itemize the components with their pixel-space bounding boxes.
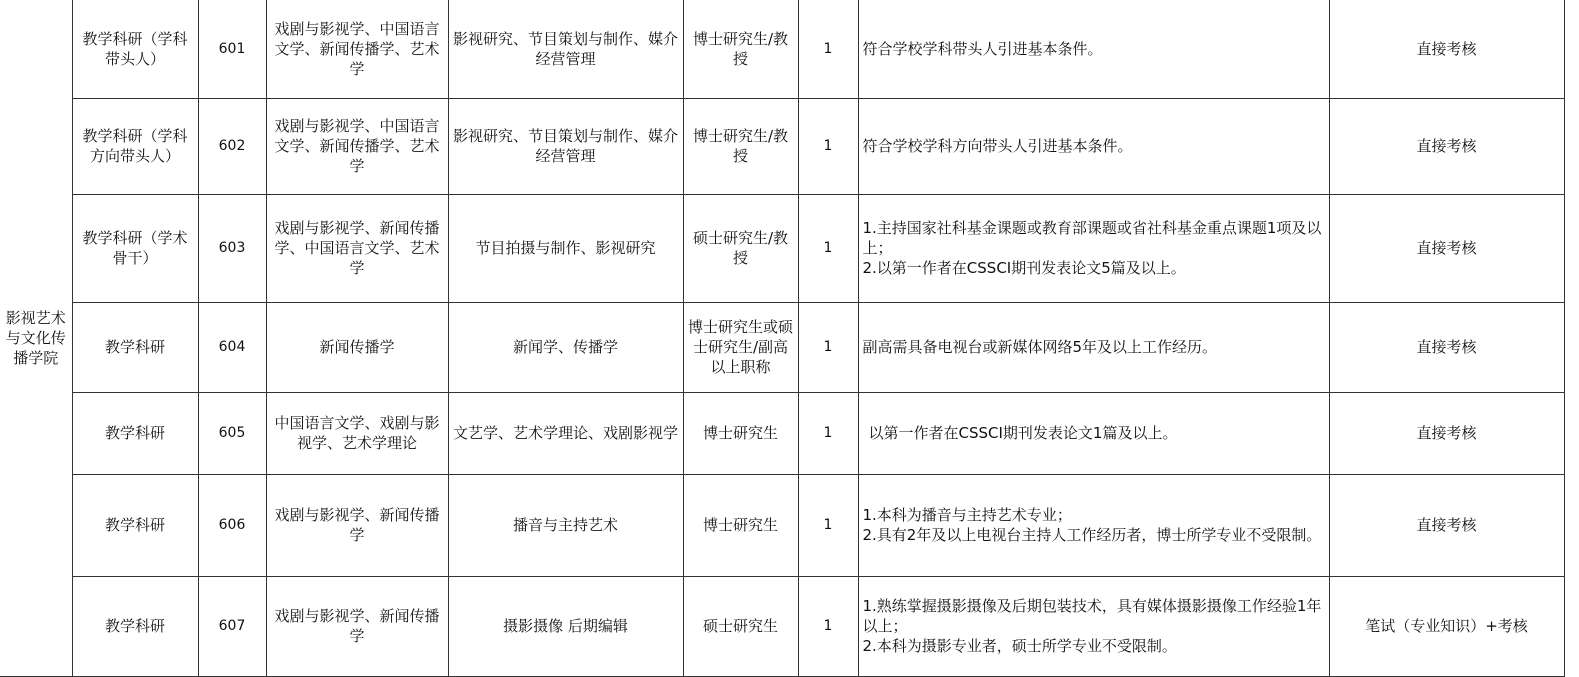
table-row <box>0 302 1564 392</box>
table-row <box>0 194 1564 302</box>
table-row <box>0 474 1564 576</box>
requirement-cell: 以第一作者在CSSCI期刊发表论文1篇及以上。 <box>858 392 1329 474</box>
post-cell: 教学科研 <box>72 302 198 392</box>
degree-cell: 博士研究生或硕士研究生/副高以上职称 <box>683 302 798 392</box>
post-cell: 教学科研 <box>72 392 198 474</box>
count-cell: 1 <box>798 474 858 576</box>
direction-cell: 节目拍摄与制作、影视研究 <box>448 194 683 302</box>
method-cell: 笔试（专业知识）+考核 <box>1329 576 1564 676</box>
direction-cell: 影视研究、节目策划与制作、媒介经营管理 <box>448 0 683 98</box>
count-cell: 1 <box>798 194 858 302</box>
degree-cell: 博士研究生 <box>683 392 798 474</box>
degree-cell: 博士研究生/教授 <box>683 0 798 98</box>
major-cell: 戏剧与影视学、新闻传播学、中国语言文学、艺术学 <box>266 194 448 302</box>
table-row <box>0 392 1564 474</box>
count-cell: 1 <box>798 392 858 474</box>
method-cell: 直接考核 <box>1329 392 1564 474</box>
requirement-cell: 1.本科为播音与主持艺术专业； 2.具有2年及以上电视台主持人工作经历者，博士所学专业不受限制。 <box>858 474 1329 576</box>
requirement-cell: 1.熟练掌握摄影摄像及后期包装技术，具有媒体摄影摄像工作经验1年以上； 2.本科为摄影专业者，硕士所学专业不受限制。 <box>858 576 1329 676</box>
direction-cell: 播音与主持艺术 <box>448 474 683 576</box>
method-cell: 直接考核 <box>1329 474 1564 576</box>
method-cell: 直接考核 <box>1329 98 1564 194</box>
count-cell: 1 <box>798 302 858 392</box>
count-cell: 1 <box>798 576 858 676</box>
direction-cell: 新闻学、传播学 <box>448 302 683 392</box>
code-cell: 607 <box>198 576 266 676</box>
count-cell: 1 <box>798 98 858 194</box>
direction-cell: 文艺学、艺术学理论、戏剧影视学 <box>448 392 683 474</box>
major-cell: 戏剧与影视学、新闻传播学 <box>266 474 448 576</box>
degree-cell: 硕士研究生 <box>683 576 798 676</box>
table-row <box>0 0 1564 98</box>
code-cell: 603 <box>198 194 266 302</box>
post-cell: 教学科研 <box>72 576 198 676</box>
code-cell: 601 <box>198 0 266 98</box>
major-cell: 新闻传播学 <box>266 302 448 392</box>
department-cell: 影视艺术与文化传播学院 <box>0 0 72 676</box>
direction-cell: 影视研究、节目策划与制作、媒介经营管理 <box>448 98 683 194</box>
post-cell: 教学科研（学科带头人） <box>72 0 198 98</box>
method-cell: 直接考核 <box>1329 302 1564 392</box>
code-cell: 606 <box>198 474 266 576</box>
major-cell: 戏剧与影视学、新闻传播学 <box>266 576 448 676</box>
method-cell: 直接考核 <box>1329 194 1564 302</box>
code-cell: 602 <box>198 98 266 194</box>
method-cell: 直接考核 <box>1329 0 1564 98</box>
post-cell: 教学科研（学科方向带头人） <box>72 98 198 194</box>
major-cell: 戏剧与影视学、中国语言文学、新闻传播学、艺术学 <box>266 98 448 194</box>
major-cell: 戏剧与影视学、中国语言文学、新闻传播学、艺术学 <box>266 0 448 98</box>
code-cell: 604 <box>198 302 266 392</box>
code-cell: 605 <box>198 392 266 474</box>
degree-cell: 硕士研究生/教授 <box>683 194 798 302</box>
requirement-cell: 副高需具备电视台或新媒体网络5年及以上工作经历。 <box>858 302 1329 392</box>
post-cell: 教学科研（学术骨干） <box>72 194 198 302</box>
table-row <box>0 98 1564 194</box>
requirement-cell: 符合学校学科带头人引进基本条件。 <box>858 0 1329 98</box>
count-cell: 1 <box>798 0 858 98</box>
table-row <box>0 576 1564 676</box>
degree-cell: 博士研究生 <box>683 474 798 576</box>
post-cell: 教学科研 <box>72 474 198 576</box>
major-cell: 中国语言文学、戏剧与影视学、艺术学理论 <box>266 392 448 474</box>
direction-cell: 摄影摄像 后期编辑 <box>448 576 683 676</box>
requirement-cell: 符合学校学科方向带头人引进基本条件。 <box>858 98 1329 194</box>
degree-cell: 博士研究生/教授 <box>683 98 798 194</box>
requirement-cell: 1.主持国家社科基金课题或教育部课题或省社科基金重点课题1项及以上； 2.以第一作者在CSSCI期刊发表论文5篇及以上。 <box>858 194 1329 302</box>
